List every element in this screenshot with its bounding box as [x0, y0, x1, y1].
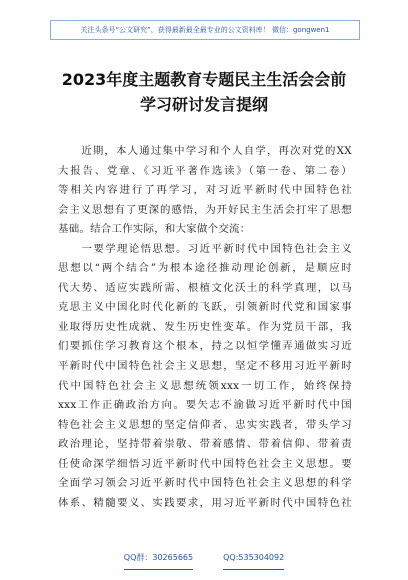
body-line: 们要抓住学习教育这个根本，持之以恒学懂弄通做实习近 — [58, 340, 352, 353]
body-line: 业取得历史性成就、发生历史性变革。作为党员干部，我 — [58, 320, 352, 333]
body-line: 全面学习领会习近平新时代中国特色社会主义思想的科学 — [58, 477, 352, 490]
footer — [0, 552, 408, 570]
body-line: 克思主义中国化时代化新的飞跃，引领新时代党和国家事 — [58, 301, 352, 314]
body-line: 特色社会主义思想的坚定信仰者、忠实实践者，带头学习 — [58, 418, 352, 431]
body-line: 代中国特色社会主义思想统领xxx一切工作，始终保持 — [58, 379, 352, 392]
body-line: 政治理论，坚持带着崇敬、带着感情、带着信仰、带着责 — [58, 438, 352, 451]
document-title-line-1: 2023年度主题教育专题民主生活会会前 — [61, 70, 347, 89]
body-line: 大报告、党章、《习近平著作选读》（第一卷、第二卷） — [58, 164, 352, 177]
body-line: 近期，本人通过集中学习和个人自学，再次对党的XX — [58, 145, 352, 157]
body-line: 等相关内容进行了再学习，对习近平新时代中国特色社 — [58, 184, 352, 197]
body-line: 一要学理论悟思想。习近平新时代中国特色社会主义 — [58, 242, 352, 255]
body-line: 代大势、适应实践所需、根植文化沃土的科学真理，以马 — [58, 281, 352, 294]
body-line: xxx工作正确政治方向。要矢志不渝做习近平新时代中国 — [58, 399, 352, 412]
document-title-line-2: 学习研讨发言提纲 — [139, 95, 268, 114]
header-banner — [50, 20, 360, 40]
body-line: 基础。结合工作实际，和大家做个交流： — [58, 223, 251, 236]
footer-qq-group: QQ群：30265665 — [124, 552, 193, 570]
body-line: 任使命深学细悟习近平新时代中国特色社会主义思想。要 — [58, 457, 352, 470]
body-line: 体系、精髓要义、实践要求，用习近平新时代中国特色社 — [58, 496, 352, 509]
banner-text: 关注头条号“公文研究”，获得最新最全最专业的公文资料库！ 微信：gongwen1 — [80, 26, 330, 34]
footer-qq: QQ:535304092 — [223, 552, 284, 570]
body-line: 平新时代中国特色社会主义思想，坚定不移用习近平新时 — [58, 360, 352, 373]
document-body — [58, 142, 352, 513]
body-line: 思想以“两个结合”为根本途径推动理论创新，是顺应时 — [58, 262, 352, 275]
body-line: 会主义思想有了更深的感悟，为开好民主生活会打牢了思想 — [58, 203, 352, 216]
